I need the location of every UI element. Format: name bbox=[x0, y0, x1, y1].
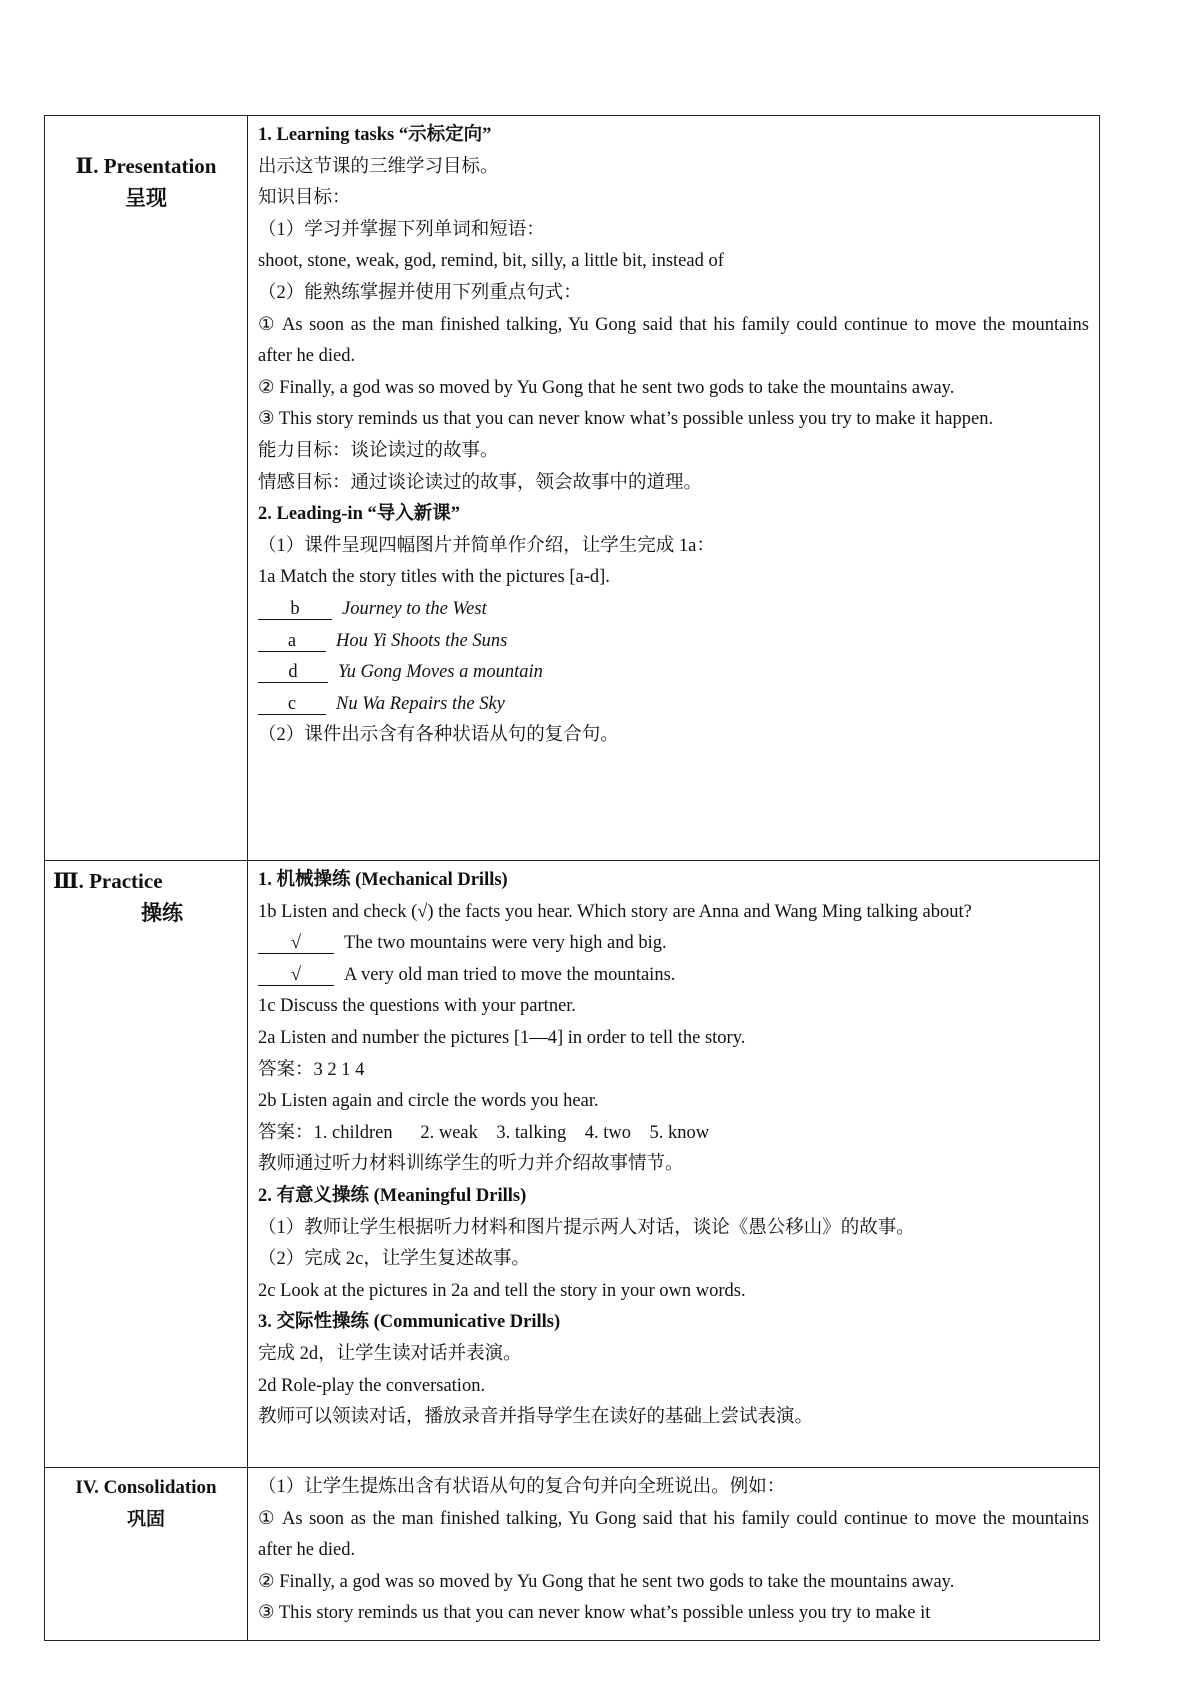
fact-text: The two mountains were very high and big. bbox=[344, 933, 667, 954]
answer-blank: a bbox=[258, 631, 326, 652]
story-title: Nu Wa Repairs the Sky bbox=[336, 693, 505, 714]
section-title: Ⅱ. Presentation bbox=[75, 154, 217, 178]
key-sentence: ② Finally, a god was so moved by Yu Gong that he sent two gods to take the mountains away. bbox=[258, 1571, 955, 1592]
text-line: 知识目标： bbox=[258, 188, 351, 209]
text-line: 教师通过听力材料训练学生的听力并介绍故事情节。 bbox=[258, 1154, 684, 1175]
section-title-cn: 巩固 bbox=[126, 1509, 165, 1530]
exercise-instruction: 2a Listen and number the pictures [1—4] in order to tell the story. bbox=[258, 1027, 746, 1048]
match-item bbox=[258, 657, 1089, 689]
text-line: （2）课件出示含有各种状语从句的复合句。 bbox=[258, 725, 619, 746]
lesson-plan-page bbox=[44, 115, 1100, 1641]
section-title: IV. Consolidation bbox=[75, 1477, 217, 1498]
exercise-instruction: 2c Look at the pictures in 2a and tell the story in your own words. bbox=[258, 1280, 746, 1301]
section-title-cn: 操练 bbox=[141, 901, 183, 925]
check-item bbox=[258, 928, 1089, 960]
presentation-content-cell bbox=[248, 116, 1100, 861]
heading: 2. 有意义操练 (Meaningful Drills) bbox=[258, 1185, 527, 1206]
story-title: Journey to the West bbox=[342, 598, 487, 619]
text-line: （2）能熟练掌握并使用下列重点句式： bbox=[258, 282, 582, 303]
lesson-plan-table bbox=[44, 115, 1100, 1641]
text-line: 情感目标：通过谈论读过的故事，领会故事中的道理。 bbox=[258, 472, 703, 493]
answer-line: 答案：3 2 1 4 bbox=[258, 1059, 365, 1080]
exercise-instruction: 2b Listen again and circle the words you hear. bbox=[258, 1091, 599, 1112]
consolidation-row bbox=[45, 1468, 1100, 1641]
story-title: Yu Gong Moves a mountain bbox=[338, 662, 543, 683]
heading: 1. 机械操练 (Mechanical Drills) bbox=[258, 870, 508, 890]
key-sentence: ① As soon as the man finished talking, Yu Gong said that his family could continue to move the mountains after he died. bbox=[258, 1508, 1089, 1561]
exercise-instruction: 1b Listen and check (√) the facts you hear. Which story are Anna and Wang Ming talking about? bbox=[258, 901, 972, 922]
text-line: 能力目标：谈论读过的故事。 bbox=[258, 440, 499, 461]
text-line: 出示这节课的三维学习目标。 bbox=[258, 156, 499, 177]
text-line: （1）教师让学生根据听力材料和图片提示两人对话，谈论《愚公移山》的故事。 bbox=[258, 1217, 915, 1238]
match-item bbox=[258, 689, 1089, 721]
key-sentence: ① As soon as the man finished talking, Yu Gong said that his family could continue to move the mountains after he died. bbox=[258, 314, 1089, 367]
check-item bbox=[258, 960, 1089, 992]
practice-row bbox=[45, 861, 1100, 1468]
text-line: （1）让学生提炼出含有状语从句的复合句并向全班说出。例如： bbox=[258, 1477, 786, 1497]
key-sentence: ③ This story reminds us that you can never know what’s possible unless you try to make it happen. bbox=[258, 409, 994, 430]
text-line: （1）学习并掌握下列单词和短语： bbox=[258, 219, 545, 240]
heading: 1. Learning tasks “示标定向” bbox=[258, 125, 492, 145]
check-blank: √ bbox=[258, 965, 334, 986]
key-sentence: ③ This story reminds us that you can never know what’s possible unless you try to make it bbox=[258, 1603, 931, 1624]
section-title-cn: 呈现 bbox=[125, 186, 167, 210]
text-line: 教师可以领读对话，播放录音并指导学生在读好的基础上尝试表演。 bbox=[258, 1407, 814, 1428]
answer-blank: d bbox=[258, 662, 328, 683]
presentation-header-cell bbox=[45, 116, 248, 861]
practice-content-cell bbox=[248, 861, 1100, 1468]
answer-line: 答案：1. children 2. weak 3. talking 4. two 5. know bbox=[258, 1122, 710, 1143]
text-line: （2）完成 2c，让学生复述故事。 bbox=[258, 1249, 530, 1270]
section-title: Ⅲ. Practice bbox=[53, 869, 163, 893]
text-line: 完成 2d，让学生读对话并表演。 bbox=[258, 1343, 522, 1364]
fact-text: A very old man tried to move the mountains. bbox=[344, 964, 676, 985]
practice-header-cell bbox=[45, 861, 248, 1468]
heading: 3. 交际性操练 (Communicative Drills) bbox=[258, 1312, 561, 1333]
presentation-row bbox=[45, 116, 1100, 861]
vocabulary-line: shoot, stone, weak, god, remind, bit, silly, a little bit, instead of bbox=[258, 251, 724, 272]
match-item bbox=[258, 594, 1089, 626]
exercise-instruction: 1a Match the story titles with the pictures [a-d]. bbox=[258, 567, 610, 588]
answer-blank: b bbox=[258, 599, 332, 620]
heading: 2. Leading-in “导入新课” bbox=[258, 504, 460, 525]
text-line: （1）课件呈现四幅图片并简单作介绍，让学生完成 1a： bbox=[258, 535, 715, 556]
answer-blank: c bbox=[258, 694, 326, 715]
story-title: Hou Yi Shoots the Suns bbox=[336, 630, 508, 651]
consolidation-content-cell bbox=[248, 1468, 1100, 1641]
consolidation-header-cell bbox=[45, 1468, 248, 1641]
check-blank: √ bbox=[258, 933, 334, 954]
key-sentence: ② Finally, a god was so moved by Yu Gong that he sent two gods to take the mountains away. bbox=[258, 377, 955, 398]
exercise-instruction: 2d Role-play the conversation. bbox=[258, 1375, 486, 1396]
match-item bbox=[258, 626, 1089, 658]
exercise-instruction: 1c Discuss the questions with your partner. bbox=[258, 996, 577, 1017]
